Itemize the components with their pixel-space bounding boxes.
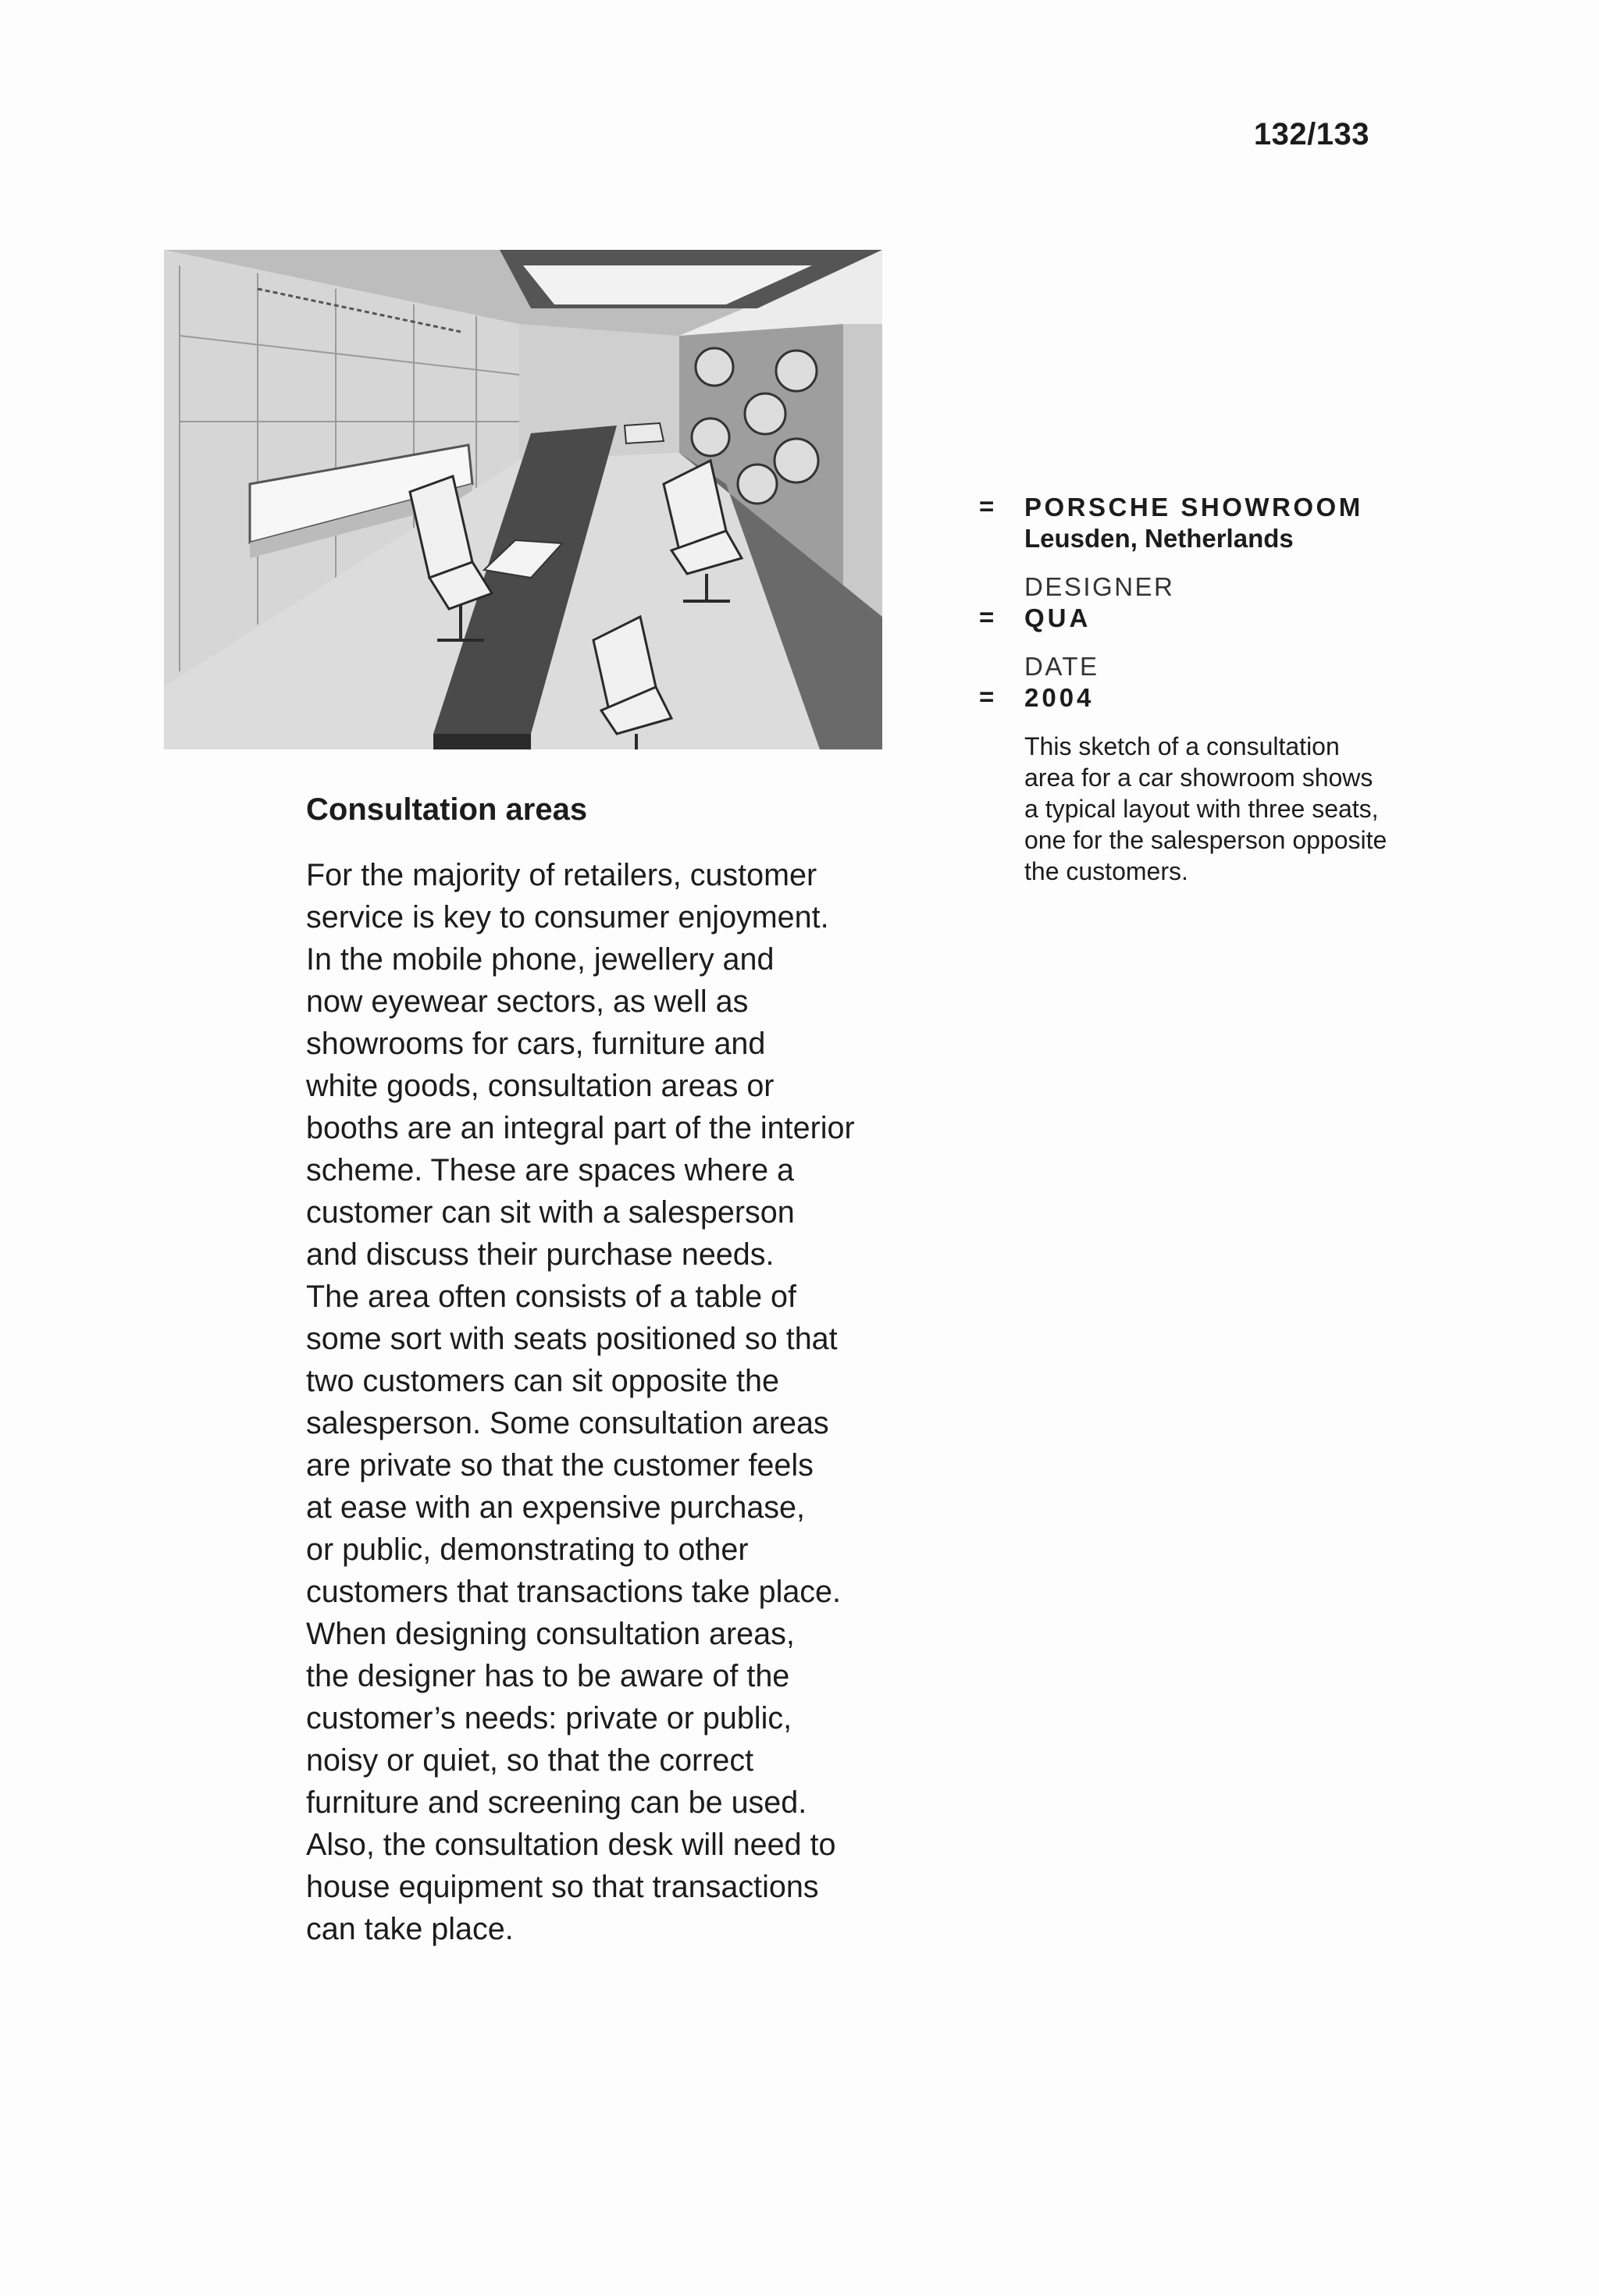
body-line: two customers can sit opposite the (306, 1364, 779, 1398)
body-paragraph (306, 854, 884, 1950)
body-line: and discuss their purchase needs. (306, 1237, 775, 1272)
caption-line: area for a car showroom shows (1024, 764, 1373, 792)
project-title: PORSCHE SHOWROOM (1024, 493, 1363, 521)
showroom-sketch-image (164, 250, 882, 749)
body-line: or public, demonstrating to other (306, 1532, 749, 1567)
marker: = (979, 603, 995, 632)
body-line: customer can sit with a salesperson (306, 1195, 795, 1230)
body-line: service is key to consumer enjoyment. (306, 900, 829, 934)
project-location: Leusden, Netherlands (1024, 524, 1294, 553)
section-heading: Consultation areas (306, 792, 588, 827)
page-number: 132/133 (1253, 117, 1369, 151)
body-line: The area often consists of a table of (306, 1280, 796, 1314)
body-line: showrooms for cars, furniture and (306, 1027, 766, 1061)
marker: = (979, 492, 995, 521)
body-line: customers that transactions take place. (306, 1575, 842, 1609)
caption-line: a typical layout with three seats, (1024, 795, 1379, 823)
body-line: furniture and screening can be used. (306, 1785, 807, 1820)
image-caption (979, 731, 1463, 887)
designer-row (979, 603, 1463, 634)
body-line: house equipment so that transactions (306, 1870, 819, 1904)
body-line: booths are an integral part of the interior (306, 1111, 855, 1145)
designer-label: DESIGNER (1024, 572, 1175, 601)
date-row (979, 682, 1463, 714)
sketch-illustration (164, 250, 882, 749)
body-line: scheme. These are spaces where a (306, 1153, 795, 1187)
caption-line: This sketch of a consultation (1024, 732, 1340, 760)
body-line: noisy or quiet, so that the correct (306, 1743, 754, 1778)
body-line: customer’s needs: private or public, (306, 1701, 792, 1735)
designer-value: QUA (1024, 603, 1092, 632)
caption-line: one for the salesperson opposite (1024, 826, 1387, 854)
body-line: at ease with an expensive purchase, (306, 1490, 805, 1525)
body-line: When designing consultation areas, (306, 1617, 795, 1651)
project-info-sidebar (979, 492, 1463, 887)
body-line: some sort with seats positioned so that (306, 1322, 838, 1356)
caption-line: the customers. (1024, 857, 1188, 885)
body-line: the designer has to be aware of the (306, 1659, 790, 1693)
marker: = (979, 682, 995, 711)
date-label: DATE (1024, 652, 1099, 681)
body-line: can take place. (306, 1912, 514, 1946)
body-line: salesperson. Some consultation areas (306, 1406, 829, 1440)
body-line: Also, the consultation desk will need to (306, 1828, 836, 1862)
project-title-row (979, 492, 1463, 554)
date-value: 2004 (1024, 683, 1095, 712)
body-line: are private so that the customer feels (306, 1448, 814, 1483)
body-line: For the majority of retailers, customer (306, 858, 817, 892)
body-line: white goods, consultation areas or (306, 1069, 775, 1103)
body-line: In the mobile phone, jewellery and (306, 942, 775, 977)
body-line: now eyewear sectors, as well as (306, 984, 749, 1019)
